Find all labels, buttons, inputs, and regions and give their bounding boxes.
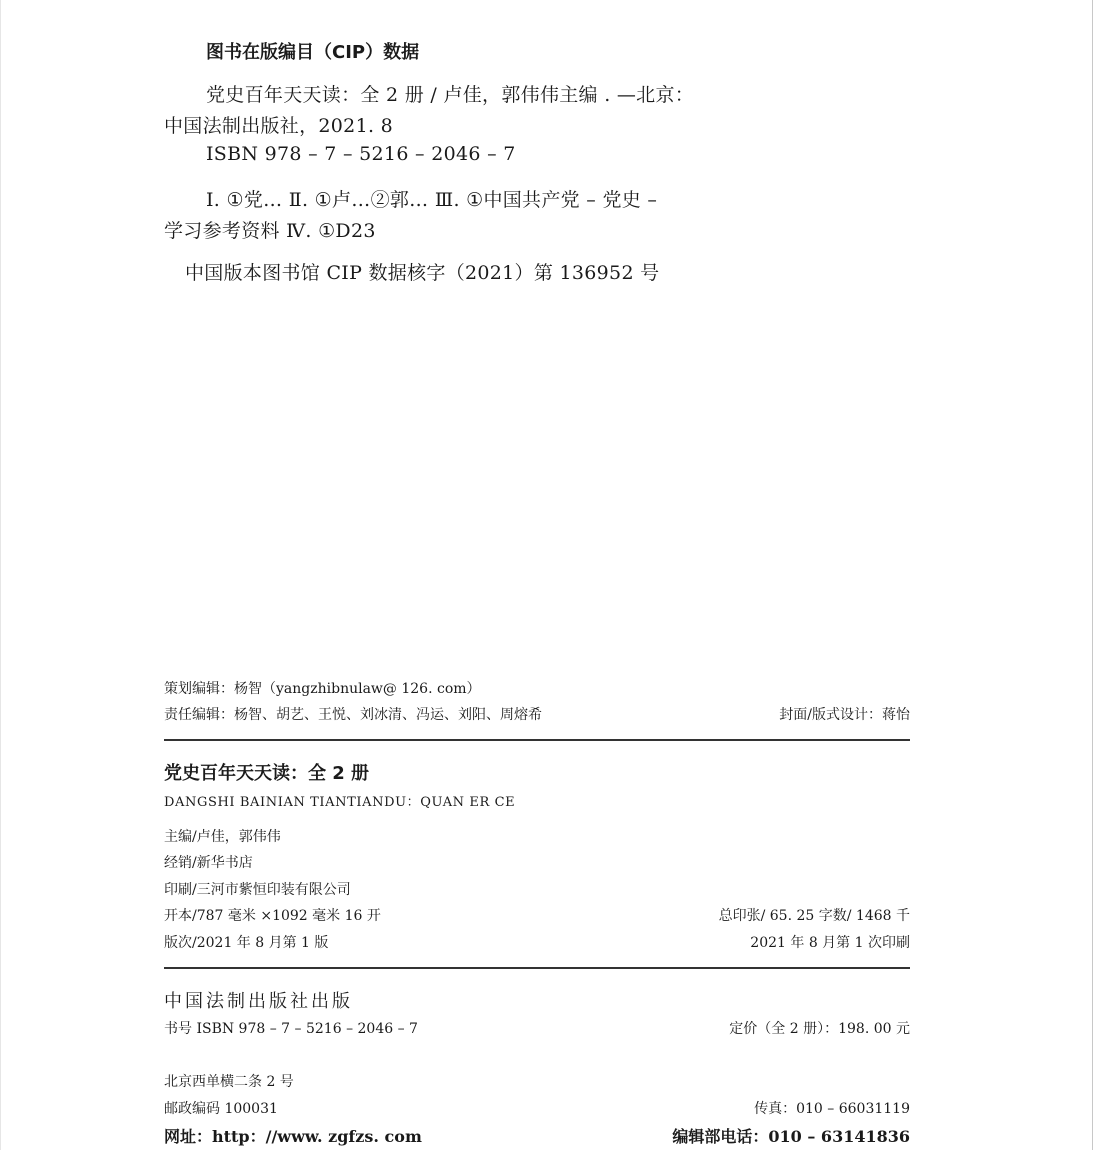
divider-bottom [164,967,910,969]
postal-code: 邮政编码 100031 [164,1101,278,1117]
printer: 印刷/三河市紫恒印装有限公司 [164,882,351,898]
book-title-pinyin: DANGSHI BAINIAN TIANTIANDU：QUAN ER CE [164,795,516,810]
fax-number: 传真：010 – 66031119 [754,1101,910,1117]
price: 定价（全 2 册）：198. 00 元 [729,1021,910,1037]
divider-top [164,739,910,741]
distributor: 经销/新华书店 [164,855,253,871]
planning-editor: 策划编辑：杨智（yangzhibnulaw@ 126. com） [164,681,481,697]
cip-line-classification: Ⅰ. ①党… Ⅱ. ①卢…②郭… Ⅲ. ①中国共产党 – 党史 – [206,189,658,211]
editorial-phone: 编辑部电话：010 – 63141836 [672,1127,910,1146]
responsible-editors: 责任编辑：杨智、胡艺、王悦、刘冰清、冯运、刘阳、周熔希 [164,707,542,723]
printing-impression: 2021 年 8 月第 1 次印刷 [750,935,910,951]
cip-line-isbn: ISBN 978 – 7 – 5216 – 2046 – 7 [206,143,516,165]
cip-title: 图书在版编目（CIP）数据 [206,42,420,63]
book-title: 党史百年天天读：全 2 册 [164,763,370,784]
sheets-and-word-count: 总印张/ 65. 25 字数/ 1468 千 [718,908,910,924]
edition: 版次/2021 年 8 月第 1 版 [164,935,329,951]
cover-designer: 封面/版式设计：蒋怡 [779,707,910,723]
cip-line-publisher: 中国法制出版社，2021. 8 [164,115,394,137]
publisher-name: 中国法制出版社出版 [164,991,353,1012]
chief-editor: 主编/卢佳，郭伟伟 [164,829,281,845]
book-number-isbn: 书号 ISBN 978 – 7 – 5216 – 2046 – 7 [164,1021,418,1037]
book-format: 开本/787 毫米 ×1092 毫米 16 开 [164,908,381,924]
cip-line-record-number: 中国版本图书馆 CIP 数据核字（2021）第 136952 号 [185,262,660,284]
website: 网址：http：//www. zgfzs. com [164,1127,422,1146]
cip-line-title-authors: 党史百年天天读：全 2 册 / 卢佳，郭伟伟主编 . —北京： [206,84,695,106]
publisher-address: 北京西单横二条 2 号 [164,1074,294,1090]
cip-line-classification-cont: 学习参考资料 Ⅳ. ①D23 [164,220,376,242]
